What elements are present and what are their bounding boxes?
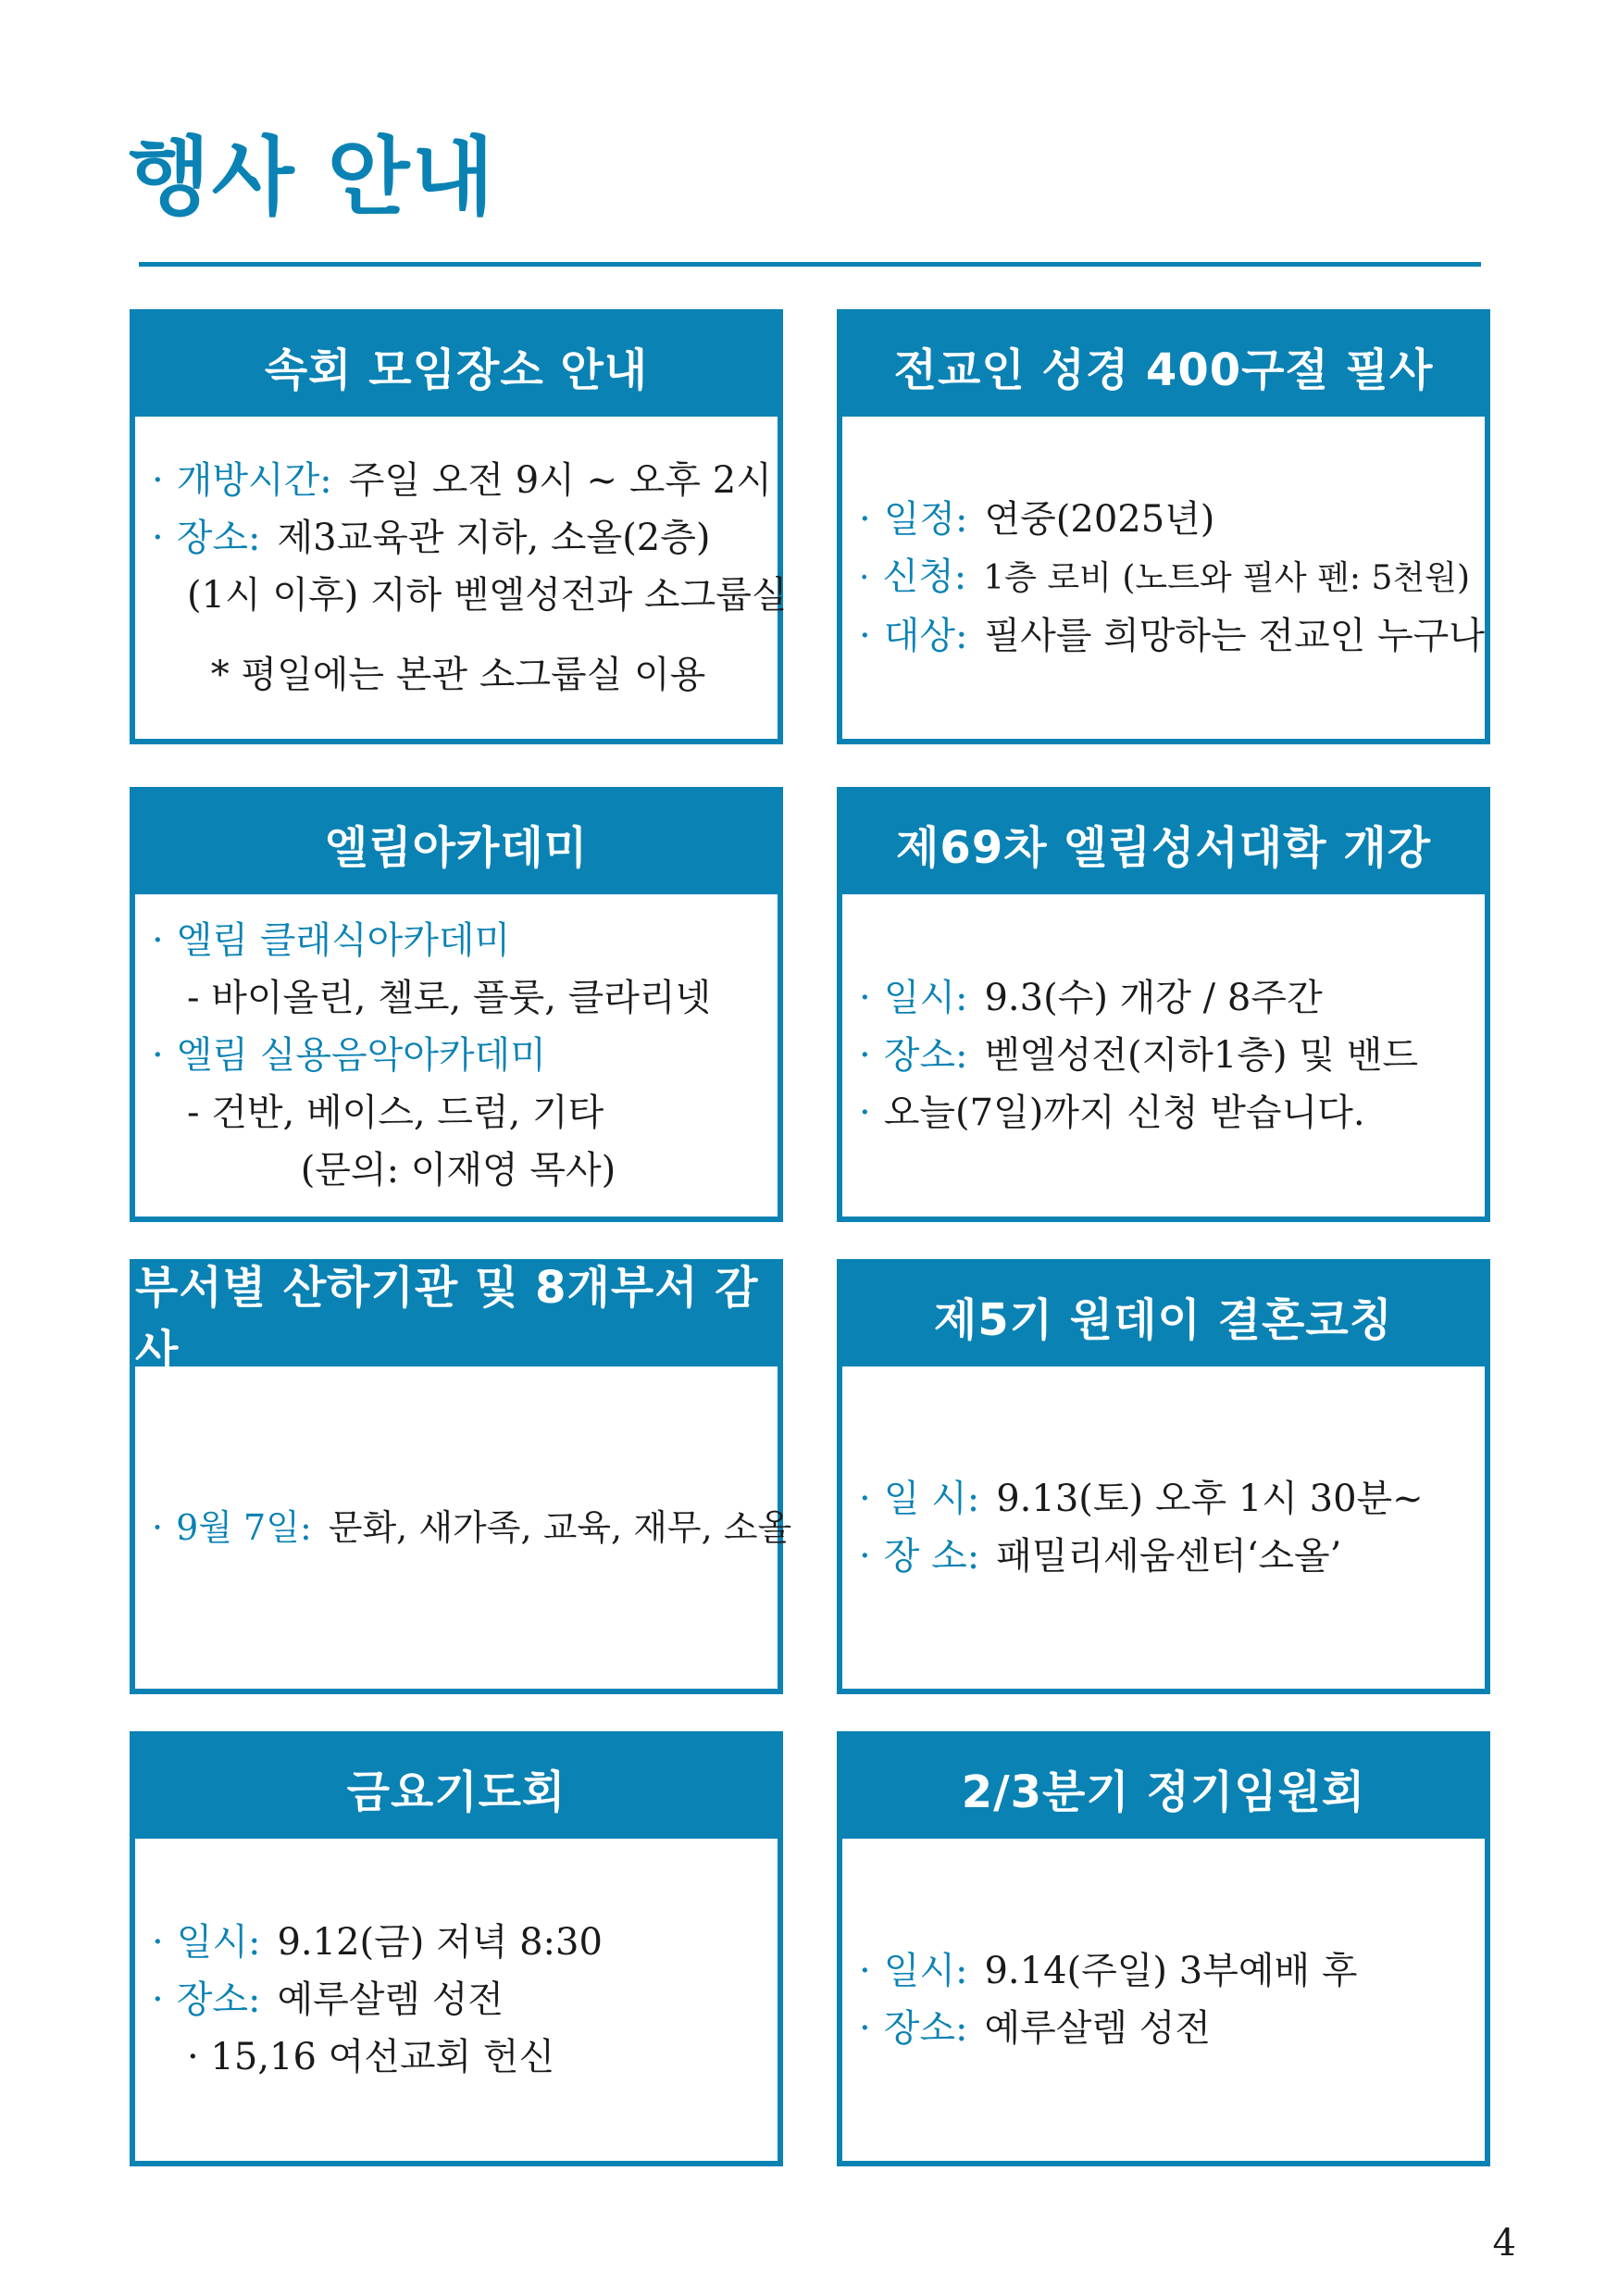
- card-wedding-coaching: [837, 1259, 1490, 1694]
- card-line: · 장소: 벧엘성전(지하1층) 및 밴드: [859, 1034, 1418, 1077]
- card-line: · 일 시: 9.13(토) 오후 1시 30분~: [859, 1478, 1424, 1520]
- card-line: · 일시: 9.12(금) 저녁 8:30: [152, 1921, 603, 1964]
- card-line: · 대상: 필사를 희망하는 전교인 누구나: [859, 615, 1485, 657]
- card-note: * 평일에는 본관 소그룹실 이용: [210, 654, 706, 696]
- card-line: · 일시: 9.14(주일) 3부예배 후: [859, 1950, 1358, 1992]
- card-line: · 장 소: 패밀리세움센터‘소올’: [859, 1535, 1342, 1578]
- card-officers-meeting: [837, 1731, 1490, 2166]
- card-title: 금요기도회: [135, 1737, 778, 1839]
- card-line: · 15,16 여선교회 헌신: [187, 2036, 555, 2078]
- card-title: 제69차 엘림성서대학 개강: [842, 792, 1485, 894]
- title-divider: [139, 262, 1481, 267]
- card-line: - 바이올린, 첼로, 플룻, 클라리넷: [187, 977, 712, 1019]
- card-line: (1시 이후) 지하 벧엘성전과 소그룹실: [187, 574, 788, 617]
- card-elim-academy: [130, 787, 783, 1222]
- card-line: · 일정: 연중(2025년): [859, 498, 1215, 541]
- card-title: 엘림아카데미: [135, 792, 778, 894]
- page-title: 행사 안내: [128, 128, 496, 227]
- card-line: · 장소: 예루살렘 성전: [152, 1978, 504, 2021]
- card-friday-prayer: [130, 1731, 783, 2166]
- card-title: 부서별 산하기관 및 8개부서 감사: [135, 1265, 778, 1366]
- card-line: · 일시: 9.3(수) 개강 / 8주간: [859, 977, 1323, 1019]
- card-cell-meeting-place: [130, 309, 788, 744]
- card-bible-college: [837, 787, 1490, 1222]
- card-line: · 장소: 예루살렘 성전: [859, 2007, 1212, 2050]
- card-department-audit: [130, 1259, 792, 1694]
- card-line: · 오늘(7일)까지 신청 받습니다.: [859, 1092, 1365, 1134]
- card-title: 전교인 성경 400구절 필사: [842, 315, 1485, 417]
- card-line: · 개방시간: 주일 오전 9시 ~ 오후 2시: [152, 459, 772, 502]
- card-title: 2/3분기 정기임원회: [842, 1737, 1485, 1839]
- card-line: · 엘림 클래식아카데미: [152, 919, 511, 962]
- card-title: 제5기 원데이 결혼코칭: [842, 1265, 1485, 1366]
- page-number: 4: [1492, 2222, 1516, 2265]
- card-title: 속회 모임장소 안내: [135, 315, 778, 417]
- card-line: (문의: 이재영 목사): [300, 1149, 616, 1192]
- card-bible-transcription: [837, 309, 1490, 744]
- card-line: · 신청: 1층 로비 (노트와 필사 펜: 5천원): [859, 555, 1470, 598]
- card-line: - 건반, 베이스, 드럼, 기타: [187, 1092, 604, 1134]
- card-line: · 장소: 제3교육관 지하, 소올(2층): [152, 517, 711, 559]
- card-line: · 9월 7일: 문화, 새가족, 교육, 재무, 소올: [152, 1507, 792, 1548]
- card-line: · 엘림 실용음악아카데미: [152, 1034, 546, 1077]
